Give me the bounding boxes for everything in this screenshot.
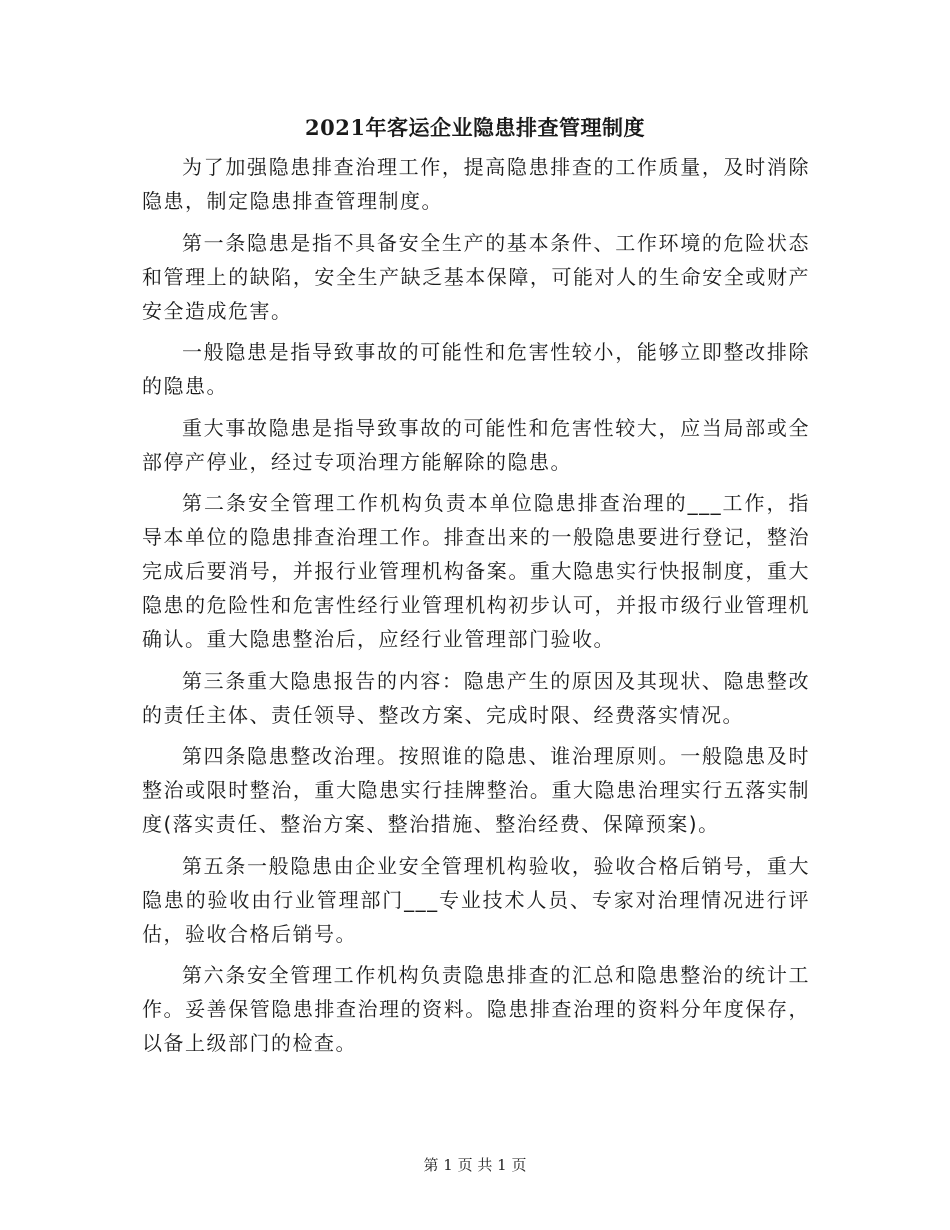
paragraph-article-5: 第五条一般隐患由企业安全管理机构验收，验收合格后销号，重大隐患的验收由行业管理部门___专业技术人员、专家对治理情况进行评估，验收合格后销号。 [142,853,810,946]
page-footer: 第 1 页 共 1 页 [423,1156,527,1174]
paragraph-article-2: 第二条安全管理工作机构负责本单位隐患排查治理的___工作，指导本单位的隐患排查治理工作。排查出来的一般隐患要进行登记，整治完成后要消号，并报行业管理机构备案。重大隐患实行快报制度，重大隐患的危险性和危害性经行业管理机构初步认可，并报市级行业管理机确认。重大隐患整治后，应经行业管理部门验收。 [142,491,810,651]
paragraph-article-1: 第一条隐患是指不具备安全生产的基本条件、工作环境的危险状态和管理上的缺陷，安全生产缺乏基本保障，可能对人的生命安全或财产安全造成危害。 [142,230,810,323]
paragraph-major-hazard: 重大事故隐患是指导致事故的可能性和危害性较大，应当局部或全部停产停业，经过专项治理方能解除的隐患。 [142,415,810,474]
paragraph-general-hazard: 一般隐患是指导致事故的可能性和危害性较小，能够立即整改排除的隐患。 [142,340,810,398]
paragraph-article-6: 第六条安全管理工作机构负责隐患排查的汇总和隐患整治的统计工作。妥善保管隐患排查治理的资料。隐患排查治理的资料分年度保存，以备上级部门的检查。 [142,963,810,1055]
document-body [142,150,810,1068]
paragraph-article-4: 第四条隐患整改治理。按照谁的隐患、谁治理原则。一般隐患及时整治或限时整治，重大隐患实行挂牌整治。重大隐患治理实行五落实制度(落实责任、整治方案、整治措施、整治经费、保障预案)。 [142,744,810,836]
paragraph-intro: 为了加强隐患排查治理工作，提高隐患排查的工作质量，及时消除隐患，制定隐患排查管理制度。 [142,155,810,213]
document-title: 2021年客运企业隐患排查管理制度 [305,115,645,140]
paragraph-article-3: 第三条重大隐患报告的内容：隐患产生的原因及其现状、隐患整改的责任主体、责任领导、整改方案、完成时限、经费落实情况。 [142,668,810,727]
